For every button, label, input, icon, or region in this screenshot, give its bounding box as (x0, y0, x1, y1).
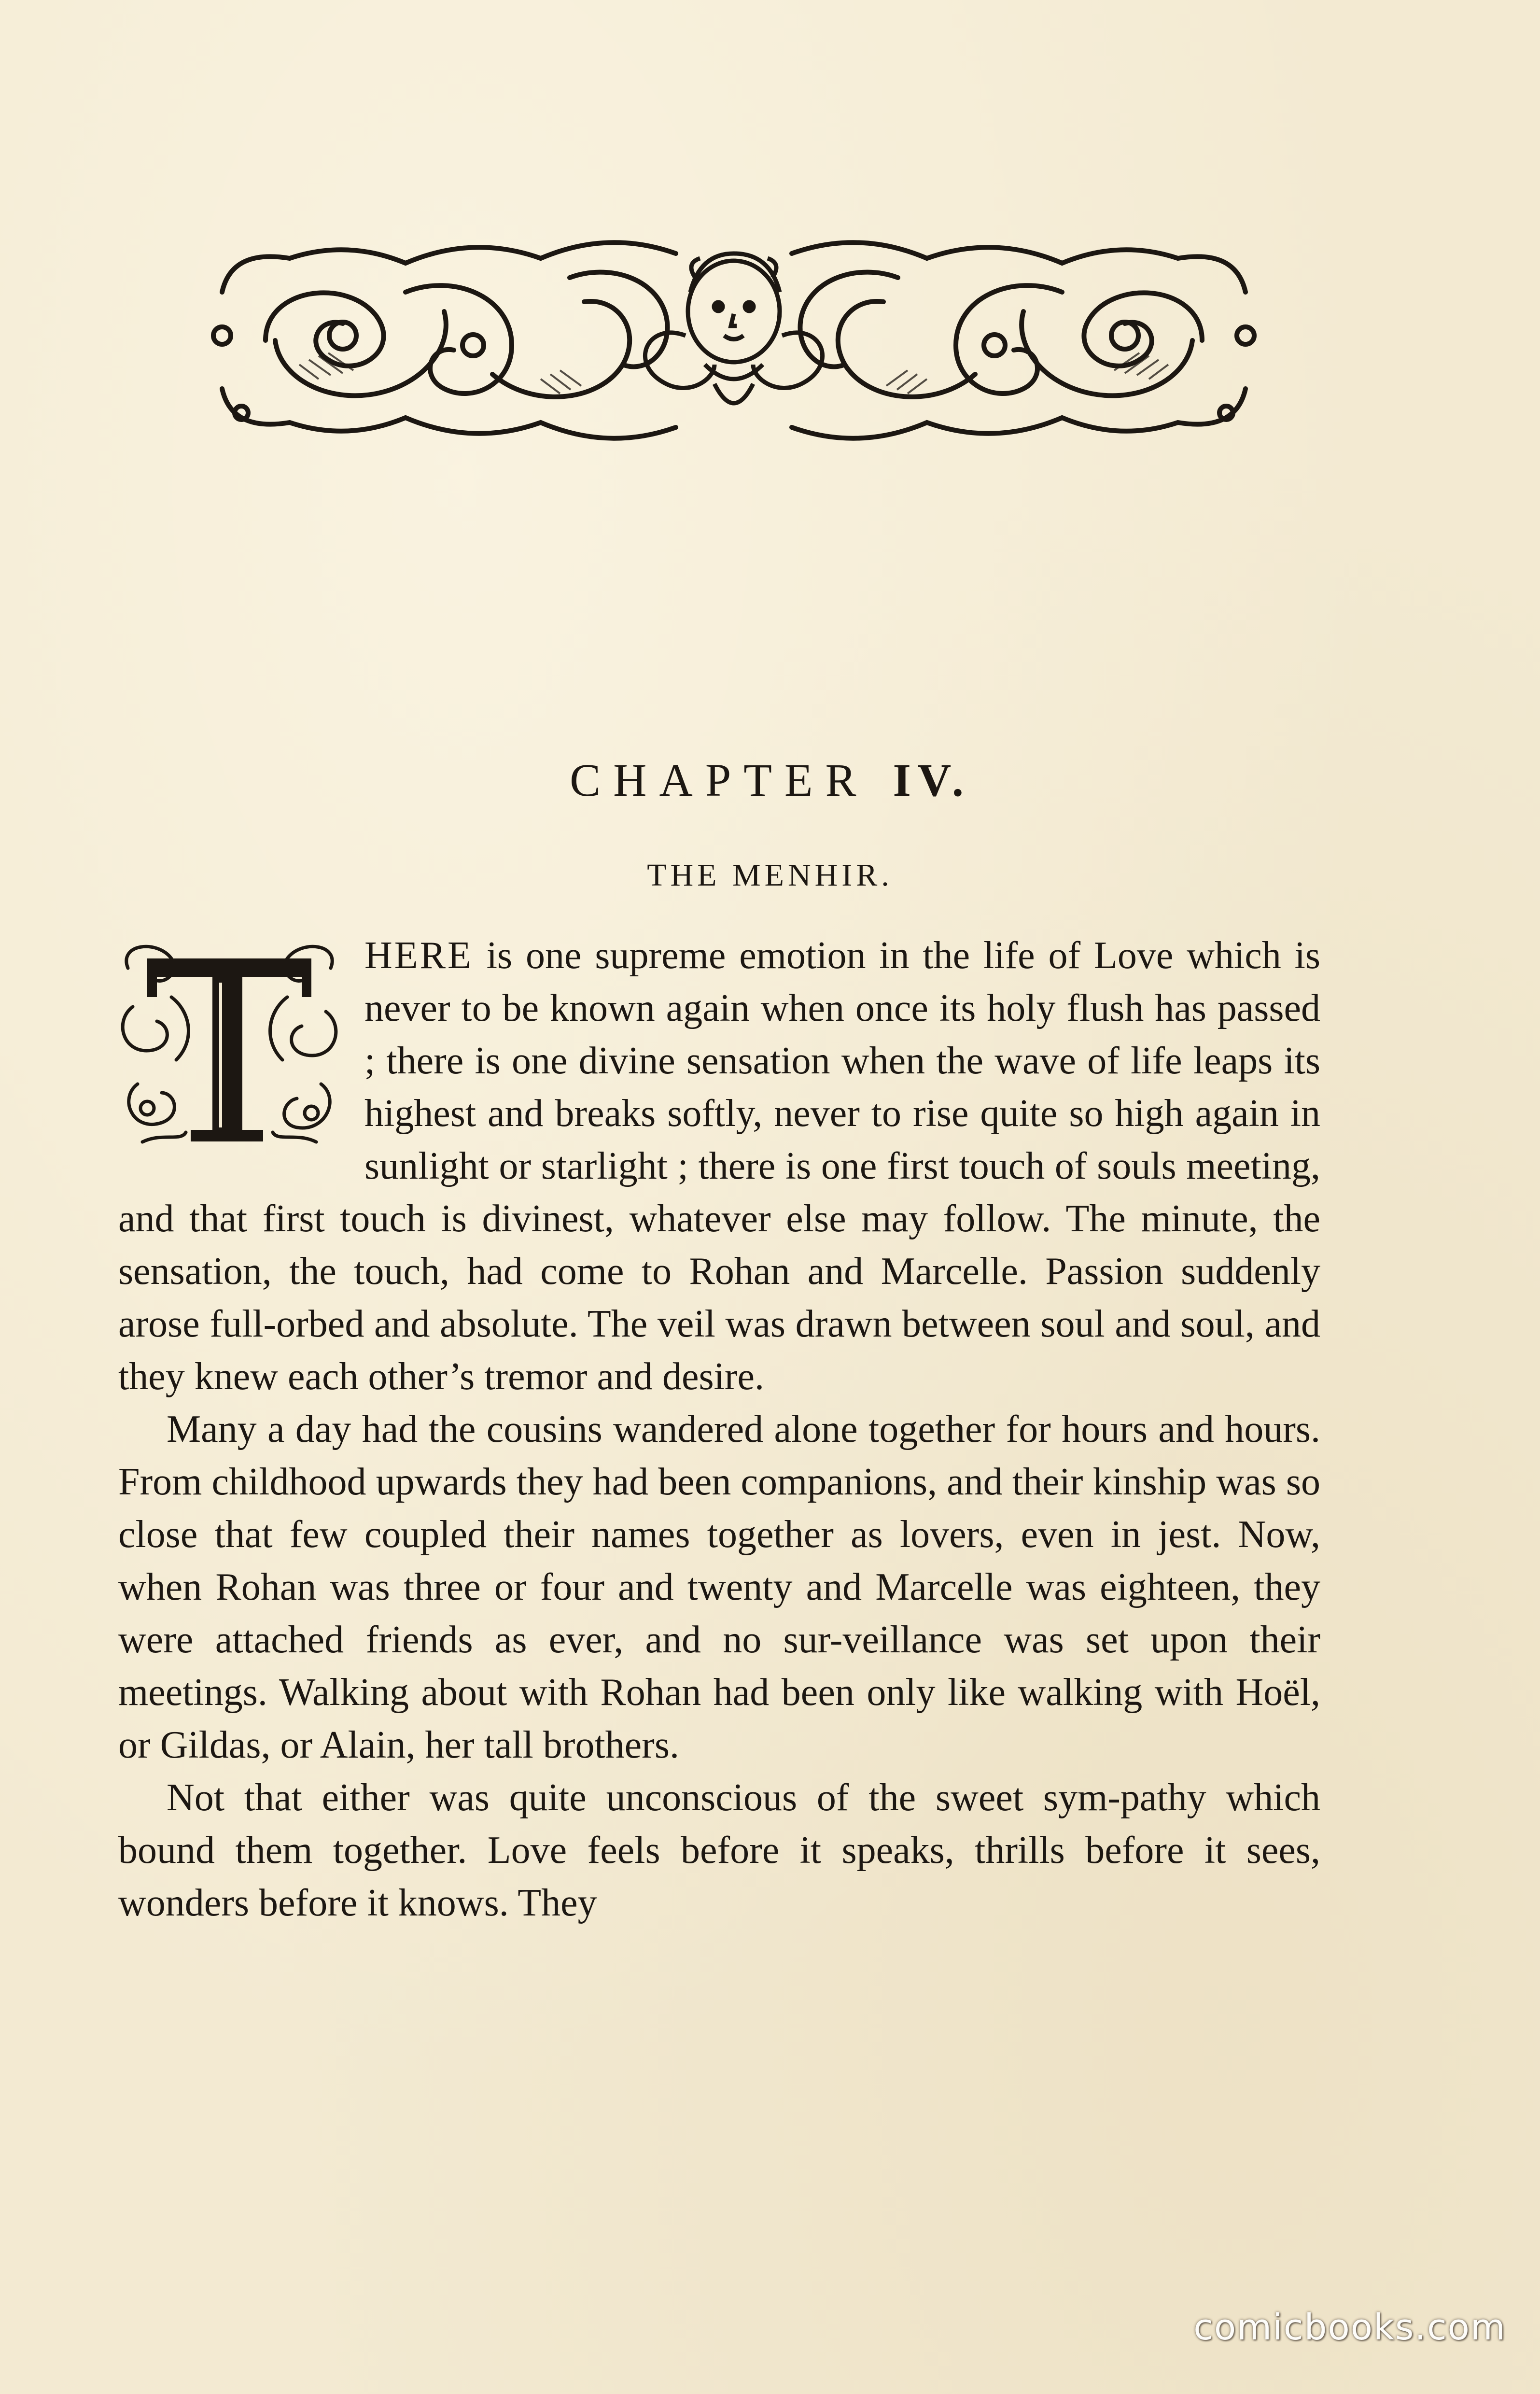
paragraph-1-text: is one supreme emotion in the life of Love which is never to be known again when once its holy flush has passed ; there is one divine sensation when the wave of life leaps its highest and breaks softly, never to rise quite so high again in sunlight or starlight ; there is one first touch of souls meeting, and that first touch is divinest, whatever else may follow. The minute, the sensation, the touch, had come to Rohan and Marcelle. Passion suddenly arose full-orbed and absolute. The veil was drawn between soul and soul, and they knew each other’s tremor and desire. (118, 934, 1320, 1398)
chapter-heading-number: IV. (893, 754, 970, 806)
chapter-subtitle: THE MENHIR. (647, 858, 893, 893)
chapter-heading (0, 753, 1540, 807)
ornamental-drop-cap-t-icon (113, 939, 345, 1150)
paragraph-3: Not that either was quite unconscious of the sweet sym-pathy which bound them together. Love feels before it speaks, thrills before it sees, wonders before it knows. They (118, 1776, 1320, 1924)
paragraph-2: Many a day had the cousins wandered alone together for hours and hours. From childhood upwards they had been companions, and their kinship was so close that few coupled their names together as lovers, even in jest. Now, when Rohan was three or four and twenty and Marcelle was eighteen, they were attached friends as ever, and no sur-veillance was set upon their meetings. Walking about with Rohan had been only like walking with Hoël, or Gildas, or Alain, her tall brothers. (118, 1408, 1320, 1766)
chapter-heading-word: CHAPTER (570, 754, 869, 806)
ornamental-headpiece-icon (203, 220, 1265, 461)
paragraph-1-lead: HERE (364, 934, 473, 977)
chapter-body (118, 929, 1320, 1929)
watermark: comicbooks.com (1193, 2307, 1506, 2348)
